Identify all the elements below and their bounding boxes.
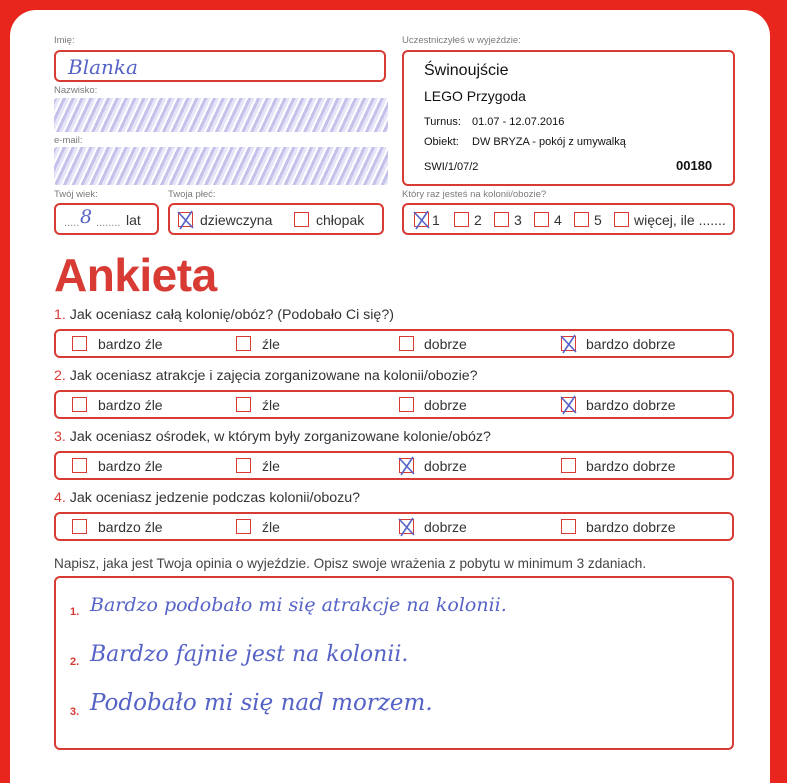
answer-option-label: bardzo źle [98, 336, 163, 352]
question-number: 2. [54, 368, 66, 384]
age-dots: ........ [96, 217, 121, 229]
answer-option-label: źle [262, 397, 280, 413]
name-field[interactable] [54, 50, 386, 82]
camp-info-box [402, 50, 735, 186]
participant-label: Uczestniczyłeś w wyjeździe: [402, 35, 521, 46]
camp-program: LEGO Przygoda [424, 88, 526, 104]
answer-option-label: źle [262, 458, 280, 474]
question-4-text [54, 490, 360, 506]
times-checkbox-3[interactable] [494, 212, 509, 227]
opinion-line-2: Bardzo fajnie jest na kolonii. [90, 642, 409, 667]
question-4-answers [54, 512, 734, 541]
check-mark-icon [397, 516, 417, 538]
answer-checkbox[interactable] [561, 458, 576, 473]
answer-checkbox[interactable] [236, 336, 251, 351]
obiekt-value: DW BRYZA - pokój z umywalką [472, 136, 626, 148]
times-checkbox-4[interactable] [534, 212, 549, 227]
gender-option-girl: dziewczyna [200, 212, 273, 228]
times-option-5: 5 [594, 212, 602, 228]
survey-sheet [10, 10, 770, 783]
email-redacted [54, 147, 388, 185]
answer-checkbox[interactable] [399, 519, 414, 534]
gender-checkbox-boy[interactable] [294, 212, 309, 227]
answer-option-label: bardzo źle [98, 458, 163, 474]
opinion-line-3: Podobało mi się nad morzem. [90, 690, 433, 716]
turnus-value: 01.07 - 12.07.2016 [472, 116, 565, 128]
question-label: Jak oceniasz atrakcje i zajęcia zorganizowane na kolonii/obozie? [69, 368, 478, 384]
camp-code: SWI/1/07/2 [424, 161, 479, 173]
check-mark-icon [559, 394, 579, 416]
answer-option-label: bardzo dobrze [586, 336, 676, 352]
surname-redacted [54, 98, 388, 132]
check-mark-icon [559, 333, 579, 355]
gender-option-boy: chłopak [316, 212, 365, 228]
times-field [402, 203, 735, 235]
times-option-more: więcej, ile ....... [634, 212, 726, 228]
question-label: Jak oceniasz całą kolonię/obóz? (Podobało Ci się?) [69, 307, 394, 323]
times-option-2: 2 [474, 212, 482, 228]
age-value: 8 [80, 206, 93, 228]
surname-label: Nazwisko: [54, 85, 98, 96]
answer-option-label: bardzo źle [98, 519, 163, 535]
answer-option-label: bardzo dobrze [586, 519, 676, 535]
question-number: 3. [54, 429, 66, 445]
opinion-line-number: 2. [70, 656, 80, 668]
question-number: 4. [54, 490, 66, 506]
camp-number: 00180 [676, 158, 713, 173]
opinion-box[interactable] [54, 576, 734, 750]
times-checkbox-2[interactable] [454, 212, 469, 227]
answer-option-label: źle [262, 336, 280, 352]
question-label: Jak oceniasz jedzenie podczas kolonii/obozu? [69, 490, 361, 506]
answer-checkbox[interactable] [399, 397, 414, 412]
question-1-text [54, 307, 394, 323]
times-checkbox-5[interactable] [574, 212, 589, 227]
answer-option-label: bardzo źle [98, 397, 163, 413]
answer-option-label: dobrze [424, 397, 467, 413]
name-value: Blanka [68, 55, 138, 79]
answer-checkbox[interactable] [399, 458, 414, 473]
age-label: Twój wiek: [54, 189, 98, 200]
times-option-1: 1 [432, 212, 440, 228]
answer-option-label: dobrze [424, 336, 467, 352]
question-1-answers [54, 329, 734, 358]
answer-checkbox[interactable] [236, 458, 251, 473]
answer-option-label: bardzo dobrze [586, 458, 676, 474]
obiekt-label: Obiekt: [424, 136, 459, 148]
answer-checkbox[interactable] [561, 519, 576, 534]
name-label: Imię: [54, 35, 75, 46]
age-unit: lat [126, 212, 141, 228]
answer-option-label: dobrze [424, 519, 467, 535]
gender-label: Twoja płeć: [168, 189, 216, 200]
question-3-text [54, 429, 491, 445]
check-mark-icon [412, 209, 432, 231]
question-2-answers [54, 390, 734, 419]
answer-checkbox[interactable] [236, 519, 251, 534]
answer-checkbox[interactable] [561, 397, 576, 412]
answer-checkbox[interactable] [399, 336, 414, 351]
answer-option-label: dobrze [424, 458, 467, 474]
times-option-3: 3 [514, 212, 522, 228]
times-option-4: 4 [554, 212, 562, 228]
opinion-prompt: Napisz, jaka jest Twoja opinia o wyjeździe. Opisz swoje wrażenia z pobytu w minimum 3 zdaniach. [54, 556, 647, 571]
answer-checkbox[interactable] [72, 397, 87, 412]
opinion-line-number: 1. [70, 606, 80, 618]
age-dots: ..... [64, 217, 80, 229]
question-label: Jak oceniasz ośrodek, w którym były zorganizowane kolonie/obóz? [69, 429, 491, 445]
check-mark-icon [176, 209, 196, 231]
camp-city: Świnoujście [424, 62, 509, 79]
gender-checkbox-girl[interactable] [178, 212, 193, 227]
email-label: e-mail: [54, 135, 83, 146]
check-mark-icon [397, 455, 417, 477]
answer-checkbox[interactable] [236, 397, 251, 412]
question-3-answers [54, 451, 734, 480]
turnus-label: Turnus: [424, 116, 461, 128]
opinion-line-1: Bardzo podobało mi się atrakcje na kolonii. [90, 594, 507, 616]
times-label: Który raz jesteś na kolonii/obozie? [402, 189, 547, 200]
opinion-line-number: 3. [70, 706, 80, 718]
age-field[interactable] [54, 203, 159, 235]
answer-checkbox[interactable] [72, 458, 87, 473]
gender-field [168, 203, 384, 235]
answer-option-label: bardzo dobrze [586, 397, 676, 413]
answer-checkbox[interactable] [72, 519, 87, 534]
times-checkbox-more[interactable] [614, 212, 629, 227]
page-title: Ankieta [54, 249, 217, 301]
question-number: 1. [54, 307, 66, 323]
times-checkbox-1[interactable] [414, 212, 429, 227]
answer-option-label: źle [262, 519, 280, 535]
answer-checkbox[interactable] [561, 336, 576, 351]
answer-checkbox[interactable] [72, 336, 87, 351]
question-2-text [54, 368, 478, 384]
